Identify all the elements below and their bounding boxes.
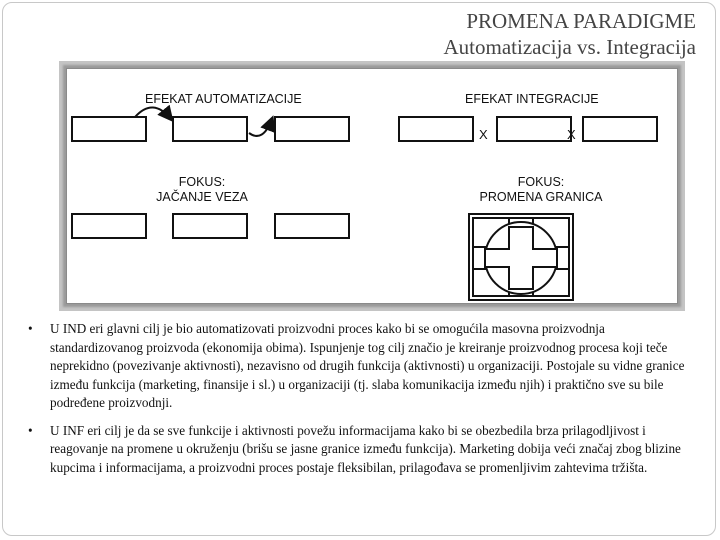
title-line-1: PROMENA PARADIGME — [466, 9, 696, 33]
bullet-list — [28, 320, 698, 486]
automation-box-2 — [173, 117, 247, 141]
boundary-cross-mark-1: X — [479, 127, 488, 142]
automation-focus — [137, 175, 267, 205]
integration-box-2 — [497, 117, 571, 141]
integration-box-1 — [399, 117, 473, 141]
bullet-text: U INF eri cilj je da se sve funkcije i aktivnosti povežu informacijama kako bi se obezbedila brza prilagodljivost i reagovanje na promene u okruženju (brišu se jasne granice između funkcija). Marketing dobija veći značaj zbog blizine kupcima i informacijama, a proizvodni proces postaje fleksibilan, prilagođava se promenljivim zahtevima tržišta. — [50, 422, 681, 475]
integration-focus-text: PROMENA GRANICA — [479, 190, 603, 204]
bullet-text: U IND eri glavni cilj je bio automatizovati proizvodni proces kako bi se omogućila masovna proizvodnja standardizovanog proizvoda (ekonomija obima). Ispunjenje tog cilj značio je kreiranje proizvodnog procesa koji teče neprekidno (povezivanje aktivnosti), nezavisno od drugih funkcija (aktivnosti) u organizaciji. Postojale su vidne granice između funkcija (marketing, finansije i sl.) u organizaciji (tj. slaba komunikacija između njih) i praktično sve su bile podređene proizvodnji. — [50, 321, 685, 410]
bullet-marker: • — [28, 422, 33, 438]
title-line-2: Automatizacija vs. Integracija — [443, 35, 696, 59]
automation-arrow-2 — [249, 119, 272, 136]
automation-box-1 — [72, 117, 146, 141]
integration-heading: EFEKAT INTEGRACIJE — [465, 92, 599, 106]
bullet-marker: • — [28, 321, 33, 336]
automation-heading: EFEKAT AUTOMATIZACIJE — [145, 92, 302, 106]
boundary-grid — [469, 214, 573, 300]
focus-box-3 — [275, 214, 349, 238]
integration-focus-label: FOKUS: — [517, 175, 565, 189]
integration-focus — [471, 175, 611, 205]
bullet-item — [28, 422, 698, 478]
integration-box-3 — [583, 117, 657, 141]
automation-focus-label: FOKUS: — [178, 175, 226, 189]
slide-title — [444, 8, 696, 60]
automation-box-3 — [275, 117, 349, 141]
automation-focus-text: JAČANJE VEZA — [156, 190, 248, 204]
paradigm-diagram — [66, 68, 678, 304]
focus-box-2 — [173, 214, 247, 238]
bullet-item — [28, 320, 698, 413]
boundary-cross-mark-2: X — [567, 127, 576, 142]
focus-box-1 — [72, 214, 146, 238]
